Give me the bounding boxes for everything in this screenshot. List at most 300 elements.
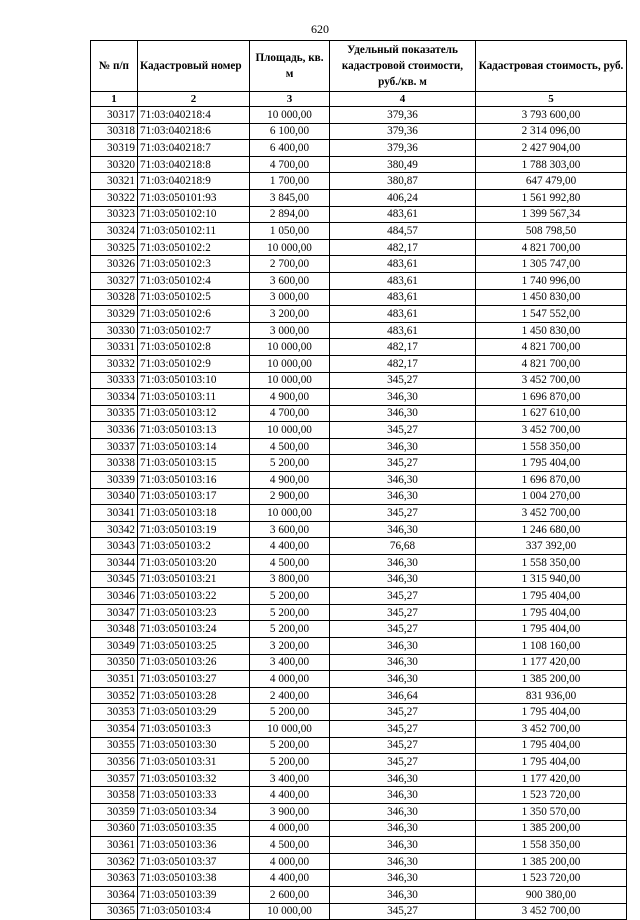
column-number: 5 [476,92,627,107]
cadastral-value-cell: 3 452 700,00 [476,422,627,439]
area-cell: 5 200,00 [250,754,330,771]
row-number-cell: 30325 [91,239,138,256]
cadastral-value-cell: 1 558 350,00 [476,837,627,854]
specific-value-cell: 346,64 [330,687,476,704]
cadastral-value-cell: 3 793 600,00 [476,107,627,124]
specific-value-cell: 346,30 [330,870,476,887]
cadastral-value-cell: 4 821 700,00 [476,355,627,372]
specific-value-cell: 380,49 [330,156,476,173]
row-number-cell: 30353 [91,704,138,721]
cadastral-value-cell: 1 558 350,00 [476,438,627,455]
cadastral-value-cell: 1 108 160,00 [476,638,627,655]
table-row [91,239,627,256]
specific-value-cell: 346,30 [330,770,476,787]
area-cell: 6 400,00 [250,140,330,157]
row-number-cell: 30361 [91,837,138,854]
area-cell: 3 600,00 [250,272,330,289]
specific-value-cell: 346,30 [330,571,476,588]
table-row [91,256,627,273]
row-number-cell: 30345 [91,571,138,588]
cadastral-value-cell: 831 936,00 [476,687,627,704]
header-area: Площадь, кв. м [250,41,330,92]
area-cell: 4 500,00 [250,837,330,854]
table-row [91,754,627,771]
table-row [91,770,627,787]
area-cell: 5 200,00 [250,704,330,721]
cadastral-value-cell: 1 246 680,00 [476,521,627,538]
table-row [91,787,627,804]
cadastral-number-cell: 71:03:050102:9 [138,355,250,372]
cadastral-number-cell: 71:03:050103:3 [138,720,250,737]
area-cell: 5 200,00 [250,588,330,605]
cadastral-value-cell: 337 392,00 [476,538,627,555]
row-number-cell: 30337 [91,438,138,455]
row-number-cell: 30352 [91,687,138,704]
cadastral-number-cell: 71:03:050103:24 [138,621,250,638]
column-number: 3 [250,92,330,107]
table-row [91,123,627,140]
row-number-cell: 30354 [91,720,138,737]
cadastral-value-cell: 1 795 404,00 [476,455,627,472]
row-number-cell: 30334 [91,389,138,406]
specific-value-cell: 482,17 [330,339,476,356]
cadastral-number-cell: 71:03:050103:15 [138,455,250,472]
row-number-cell: 30350 [91,654,138,671]
specific-value-cell: 76,68 [330,538,476,555]
cadastral-number-cell: 71:03:050102:8 [138,339,250,356]
cadastral-number-cell: 71:03:050103:22 [138,588,250,605]
area-cell: 4 000,00 [250,671,330,688]
area-cell: 4 700,00 [250,156,330,173]
specific-value-cell: 483,61 [330,322,476,339]
area-cell: 4 400,00 [250,870,330,887]
cadastral-number-cell: 71:03:050103:36 [138,837,250,854]
cadastral-number-cell: 71:03:050103:37 [138,853,250,870]
area-cell: 5 200,00 [250,737,330,754]
specific-value-cell: 483,61 [330,272,476,289]
row-number-cell: 30327 [91,272,138,289]
table-row [91,422,627,439]
specific-value-cell: 379,36 [330,123,476,140]
header-row [91,41,627,92]
cadastral-number-cell: 71:03:050103:35 [138,820,250,837]
table-row [91,687,627,704]
cadastral-number-cell: 71:03:050101:93 [138,189,250,206]
table-row [91,604,627,621]
table-row [91,272,627,289]
cadastral-number-cell: 71:03:050103:2 [138,538,250,555]
cadastral-value-cell: 3 452 700,00 [476,720,627,737]
table-body [91,107,627,920]
specific-value-cell: 346,30 [330,671,476,688]
row-number-cell: 30362 [91,853,138,870]
area-cell: 1 050,00 [250,223,330,240]
column-number: 1 [91,92,138,107]
cadastral-value-cell: 508 798,50 [476,223,627,240]
area-cell: 3 600,00 [250,521,330,538]
cadastral-value-cell: 1 523 720,00 [476,870,627,887]
area-cell: 3 400,00 [250,770,330,787]
area-cell: 10 000,00 [250,505,330,522]
cadastral-value-cell: 900 380,00 [476,886,627,903]
cadastral-value-cell: 1 305 747,00 [476,256,627,273]
table-row [91,189,627,206]
cadastral-number-cell: 71:03:050103:27 [138,671,250,688]
specific-value-cell: 483,61 [330,306,476,323]
cadastral-value-cell: 1 385 200,00 [476,853,627,870]
header-row-number: № п/п [91,41,138,92]
area-cell: 4 500,00 [250,555,330,572]
column-number-row [91,92,627,107]
cadastral-number-cell: 71:03:040218:6 [138,123,250,140]
cadastral-value-cell: 1 315 940,00 [476,571,627,588]
cadastral-number-cell: 71:03:050103:29 [138,704,250,721]
page-number: 620 [311,22,329,36]
specific-value-cell: 345,27 [330,455,476,472]
cadastral-value-cell: 1 627 610,00 [476,405,627,422]
table-row [91,870,627,887]
table-row [91,438,627,455]
header-specific-value: Удельный показатель кадастровой стоимости, руб./кв. м [330,41,476,92]
cadastral-number-cell: 71:03:050103:14 [138,438,250,455]
specific-value-cell: 484,57 [330,223,476,240]
cadastral-number-cell: 71:03:050103:32 [138,770,250,787]
row-number-cell: 30355 [91,737,138,754]
row-number-cell: 30347 [91,604,138,621]
cadastral-number-cell: 71:03:050103:30 [138,737,250,754]
row-number-cell: 30318 [91,123,138,140]
cadastral-value-cell: 1 795 404,00 [476,754,627,771]
table-row [91,107,627,124]
specific-value-cell: 345,27 [330,621,476,638]
specific-value-cell: 345,27 [330,704,476,721]
cadastral-value-cell: 1 177 420,00 [476,654,627,671]
table-row [91,306,627,323]
row-number-cell: 30343 [91,538,138,555]
table-row [91,339,627,356]
specific-value-cell: 346,30 [330,555,476,572]
area-cell: 4 000,00 [250,853,330,870]
table-header [91,41,627,107]
column-number: 4 [330,92,476,107]
cadastral-value-cell: 1 385 200,00 [476,820,627,837]
specific-value-cell: 345,27 [330,903,476,920]
header-cadastral-number: Кадастровый номер [138,41,250,92]
area-cell: 10 000,00 [250,422,330,439]
table-row [91,521,627,538]
specific-value-cell: 483,61 [330,206,476,223]
cadastral-number-cell: 71:03:050103:4 [138,903,250,920]
cadastral-number-cell: 71:03:040218:7 [138,140,250,157]
cadastral-value-cell: 1 558 350,00 [476,555,627,572]
table-row [91,389,627,406]
row-number-cell: 30340 [91,488,138,505]
cadastral-number-cell: 71:03:050103:21 [138,571,250,588]
cadastral-value-cell: 647 479,00 [476,173,627,190]
cadastral-value-cell: 1 795 404,00 [476,621,627,638]
cadastral-number-cell: 71:03:050102:6 [138,306,250,323]
row-number-cell: 30346 [91,588,138,605]
area-cell: 4 400,00 [250,538,330,555]
cadastral-number-cell: 71:03:050103:20 [138,555,250,572]
cadastral-value-cell: 1 523 720,00 [476,787,627,804]
row-number-cell: 30321 [91,173,138,190]
table-row [91,505,627,522]
row-number-cell: 30328 [91,289,138,306]
table-row [91,820,627,837]
table-row [91,472,627,489]
table-row [91,372,627,389]
row-number-cell: 30363 [91,870,138,887]
table-row [91,538,627,555]
cadastral-number-cell: 71:03:050102:7 [138,322,250,339]
cadastral-value-cell: 1 385 200,00 [476,671,627,688]
area-cell: 3 800,00 [250,571,330,588]
area-cell: 10 000,00 [250,720,330,737]
table-row [91,555,627,572]
table-row [91,737,627,754]
specific-value-cell: 346,30 [330,638,476,655]
table-row [91,571,627,588]
area-cell: 2 600,00 [250,886,330,903]
cadastral-value-cell: 1 450 830,00 [476,289,627,306]
area-cell: 10 000,00 [250,239,330,256]
row-number-cell: 30320 [91,156,138,173]
specific-value-cell: 482,17 [330,355,476,372]
cadastral-number-cell: 71:03:050103:16 [138,472,250,489]
cadastral-value-cell: 2 427 904,00 [476,140,627,157]
area-cell: 5 200,00 [250,621,330,638]
cadastral-number-cell: 71:03:040218:9 [138,173,250,190]
table-row [91,853,627,870]
specific-value-cell: 406,24 [330,189,476,206]
specific-value-cell: 345,27 [330,422,476,439]
area-cell: 3 000,00 [250,289,330,306]
row-number-cell: 30349 [91,638,138,655]
cadastral-number-cell: 71:03:050103:26 [138,654,250,671]
specific-value-cell: 346,30 [330,389,476,406]
specific-value-cell: 345,27 [330,604,476,621]
table-row [91,588,627,605]
cadastral-value-cell: 1 795 404,00 [476,704,627,721]
table-row [91,803,627,820]
row-number-cell: 30322 [91,189,138,206]
area-cell: 3 400,00 [250,654,330,671]
cadastral-number-cell: 71:03:050103:33 [138,787,250,804]
table-row [91,638,627,655]
area-cell: 10 000,00 [250,903,330,920]
cadastral-number-cell: 71:03:050102:3 [138,256,250,273]
table-row [91,206,627,223]
row-number-cell: 30359 [91,803,138,820]
cadastral-value-cell: 4 821 700,00 [476,339,627,356]
specific-value-cell: 346,30 [330,521,476,538]
row-number-cell: 30360 [91,820,138,837]
header-cadastral-value: Кадастровая стоимость, руб. [476,41,627,92]
table-row [91,488,627,505]
row-number-cell: 30344 [91,555,138,572]
row-number-cell: 30335 [91,405,138,422]
cadastral-value-cell: 3 452 700,00 [476,903,627,920]
specific-value-cell: 346,30 [330,787,476,804]
cadastral-number-cell: 71:03:050103:18 [138,505,250,522]
area-cell: 2 400,00 [250,687,330,704]
cadastral-number-cell: 71:03:050103:12 [138,405,250,422]
cadastral-number-cell: 71:03:050102:2 [138,239,250,256]
cadastral-value-cell: 1 740 996,00 [476,272,627,289]
area-cell: 3 845,00 [250,189,330,206]
cadastral-number-cell: 71:03:050103:25 [138,638,250,655]
area-cell: 6 100,00 [250,123,330,140]
area-cell: 10 000,00 [250,355,330,372]
cadastral-value-cell: 4 821 700,00 [476,239,627,256]
specific-value-cell: 346,30 [330,820,476,837]
row-number-cell: 30339 [91,472,138,489]
row-number-cell: 30348 [91,621,138,638]
table-row [91,322,627,339]
row-number-cell: 30365 [91,903,138,920]
row-number-cell: 30317 [91,107,138,124]
row-number-cell: 30330 [91,322,138,339]
cadastral-value-cell: 1 004 270,00 [476,488,627,505]
area-cell: 4 400,00 [250,787,330,804]
cadastral-number-cell: 71:03:050103:11 [138,389,250,406]
cadastral-number-cell: 71:03:050103:19 [138,521,250,538]
row-number-cell: 30342 [91,521,138,538]
row-number-cell: 30358 [91,787,138,804]
cadastral-value-cell: 1 399 567,34 [476,206,627,223]
area-cell: 2 700,00 [250,256,330,273]
cadastral-number-cell: 71:03:050103:10 [138,372,250,389]
cadastral-value-cell: 1 547 552,00 [476,306,627,323]
row-number-cell: 30364 [91,886,138,903]
specific-value-cell: 345,27 [330,737,476,754]
row-number-cell: 30357 [91,770,138,787]
cadastral-number-cell: 71:03:040218:4 [138,107,250,124]
cadastral-value-cell: 3 452 700,00 [476,372,627,389]
cadastral-number-cell: 71:03:050103:34 [138,803,250,820]
table-row [91,886,627,903]
specific-value-cell: 346,30 [330,837,476,854]
specific-value-cell: 482,17 [330,239,476,256]
table-row [91,671,627,688]
table-row [91,621,627,638]
cadastral-value-cell: 1 696 870,00 [476,389,627,406]
cadastral-number-cell: 71:03:050102:5 [138,289,250,306]
table-row [91,289,627,306]
area-cell: 2 894,00 [250,206,330,223]
table-row [91,455,627,472]
specific-value-cell: 346,30 [330,438,476,455]
specific-value-cell: 345,27 [330,372,476,389]
cadastral-number-cell: 71:03:050103:31 [138,754,250,771]
row-number-cell: 30324 [91,223,138,240]
area-cell: 10 000,00 [250,372,330,389]
row-number-cell: 30338 [91,455,138,472]
specific-value-cell: 379,36 [330,107,476,124]
table-row [91,720,627,737]
cadastral-value-cell: 1 788 303,00 [476,156,627,173]
specific-value-cell: 346,30 [330,853,476,870]
area-cell: 4 900,00 [250,389,330,406]
specific-value-cell: 483,61 [330,256,476,273]
area-cell: 4 000,00 [250,820,330,837]
row-number-cell: 30333 [91,372,138,389]
cadastral-number-cell: 71:03:050103:28 [138,687,250,704]
cadastral-number-cell: 71:03:050102:11 [138,223,250,240]
area-cell: 4 900,00 [250,472,330,489]
cadastral-number-cell: 71:03:050103:13 [138,422,250,439]
row-number-cell: 30331 [91,339,138,356]
specific-value-cell: 346,30 [330,886,476,903]
area-cell: 3 000,00 [250,322,330,339]
row-number-cell: 30323 [91,206,138,223]
cadastral-value-cell: 1 177 420,00 [476,770,627,787]
cadastral-value-cell: 1 350 570,00 [476,803,627,820]
row-number-cell: 30336 [91,422,138,439]
specific-value-cell: 345,27 [330,588,476,605]
area-cell: 2 900,00 [250,488,330,505]
cadastral-number-cell: 71:03:050103:39 [138,886,250,903]
area-cell: 4 500,00 [250,438,330,455]
cadastral-number-cell: 71:03:050103:23 [138,604,250,621]
area-cell: 3 200,00 [250,638,330,655]
area-cell: 10 000,00 [250,107,330,124]
row-number-cell: 30351 [91,671,138,688]
area-cell: 3 900,00 [250,803,330,820]
specific-value-cell: 380,87 [330,173,476,190]
cadastral-value-cell: 1 450 830,00 [476,322,627,339]
table-row [91,223,627,240]
specific-value-cell: 379,36 [330,140,476,157]
area-cell: 3 200,00 [250,306,330,323]
row-number-cell: 30341 [91,505,138,522]
row-number-cell: 30319 [91,140,138,157]
cadastral-value-cell: 1 795 404,00 [476,588,627,605]
specific-value-cell: 346,30 [330,488,476,505]
specific-value-cell: 346,30 [330,472,476,489]
table-row [91,173,627,190]
cadastral-value-cell: 1 795 404,00 [476,604,627,621]
table-row [91,654,627,671]
specific-value-cell: 346,30 [330,405,476,422]
table-row [91,405,627,422]
cadastral-value-cell: 3 452 700,00 [476,505,627,522]
specific-value-cell: 345,27 [330,720,476,737]
table-row [91,837,627,854]
row-number-cell: 30332 [91,355,138,372]
column-number: 2 [138,92,250,107]
row-number-cell: 30356 [91,754,138,771]
table-row [91,355,627,372]
cadastral-number-cell: 71:03:040218:8 [138,156,250,173]
cadastral-value-cell: 1 696 870,00 [476,472,627,489]
area-cell: 5 200,00 [250,455,330,472]
cadastral-number-cell: 71:03:050103:38 [138,870,250,887]
cadastral-value-cell: 1 561 992,80 [476,189,627,206]
specific-value-cell: 346,30 [330,654,476,671]
cadastral-number-cell: 71:03:050102:10 [138,206,250,223]
cadastral-number-cell: 71:03:050103:17 [138,488,250,505]
area-cell: 10 000,00 [250,339,330,356]
cadastral-number-cell: 71:03:050102:4 [138,272,250,289]
area-cell: 5 200,00 [250,604,330,621]
area-cell: 1 700,00 [250,173,330,190]
cadastral-value-table [90,40,627,920]
specific-value-cell: 345,27 [330,754,476,771]
row-number-cell: 30329 [91,306,138,323]
area-cell: 4 700,00 [250,405,330,422]
